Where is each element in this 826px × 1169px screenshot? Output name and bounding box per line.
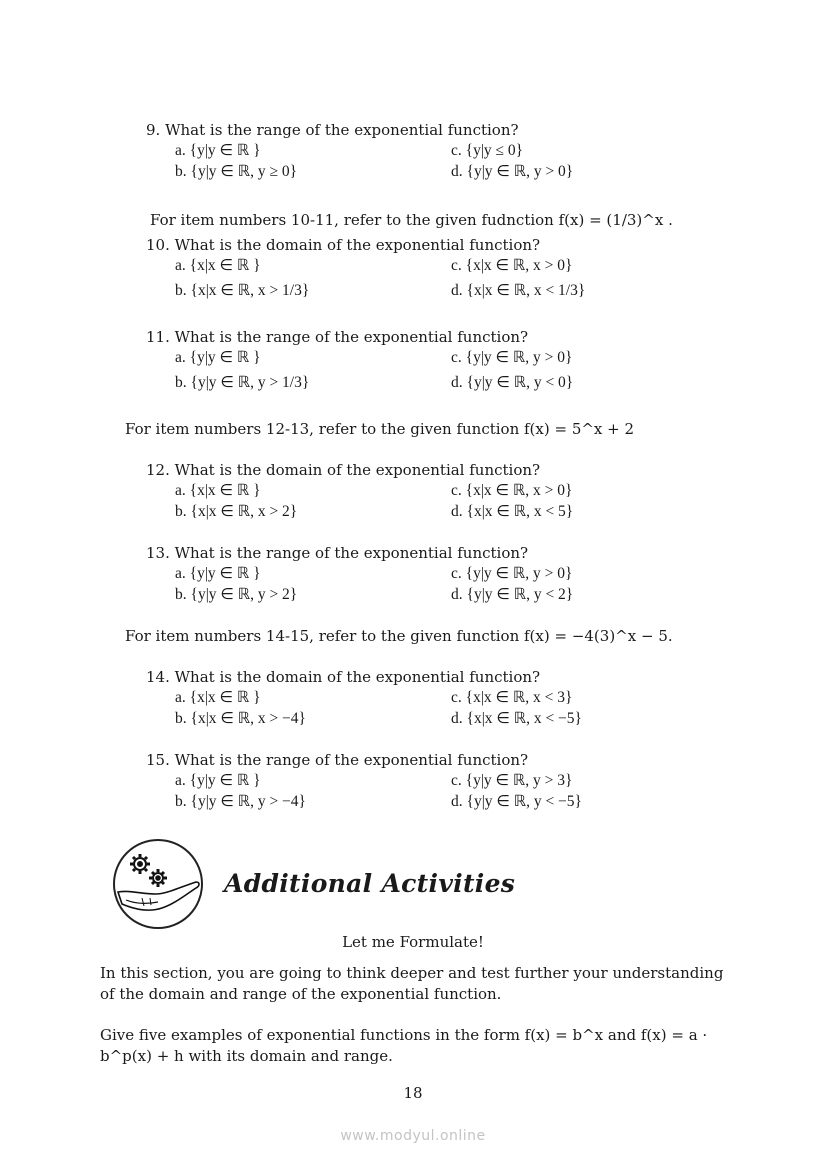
choice-11c: c. {y|y ∈ ℝ, y > 0} bbox=[451, 349, 573, 366]
question-11: 11. What is the range of the exponential function? bbox=[146, 328, 529, 346]
lead-items-14-15: For item numbers 14-15, refer to the given function f(x) = −4(3)^x − 5. bbox=[125, 627, 673, 645]
choice-10c: c. {x|x ∈ ℝ, x > 0} bbox=[451, 257, 573, 274]
lead-items-10-11: For item numbers 10-11, refer to the given fudnction f(x) = (1/3)^x . bbox=[150, 211, 673, 229]
choice-9c: c. {y|y ≤ 0} bbox=[451, 142, 524, 159]
task-paragraph: Give five examples of exponential functions in the form f(x) = b^x and f(x) = a · b^p(x) + h with its domain and range. bbox=[100, 1026, 708, 1065]
choice-15a: a. {y|y ∈ ℝ } bbox=[175, 772, 261, 789]
watermark: www.modyul.online bbox=[340, 1128, 486, 1144]
choice-15d: d. {y|y ∈ ℝ, y < −5} bbox=[451, 793, 582, 810]
choice-13a: a. {y|y ∈ ℝ } bbox=[175, 565, 261, 582]
choice-12b: b. {x|x ∈ ℝ, x > 2} bbox=[175, 503, 298, 520]
page-number: 18 bbox=[403, 1084, 423, 1102]
choice-13b: b. {y|y ∈ ℝ, y > 2} bbox=[175, 586, 298, 603]
choice-14c: c. {x|x ∈ ℝ, x < 3} bbox=[451, 689, 573, 706]
choice-11d: d. {y|y ∈ ℝ, y < 0} bbox=[451, 374, 574, 391]
section-title: Additional Activities bbox=[224, 869, 516, 898]
choice-12a: a. {x|x ∈ ℝ } bbox=[175, 482, 261, 499]
choice-9a: a. {y|y ∈ ℝ } bbox=[175, 142, 261, 159]
choice-10d: d. {x|x ∈ ℝ, x < 1/3} bbox=[451, 282, 586, 299]
choice-11b: b. {y|y ∈ ℝ, y > 1/3} bbox=[175, 374, 310, 391]
question-12: 12. What is the domain of the exponential function? bbox=[146, 461, 541, 479]
choice-13c: c. {y|y ∈ ℝ, y > 0} bbox=[451, 565, 573, 582]
question-15: 15. What is the range of the exponential function? bbox=[146, 751, 529, 769]
section-subtitle: Let me Formulate! bbox=[342, 933, 484, 951]
choice-14a: a. {x|x ∈ ℝ } bbox=[175, 689, 261, 706]
choice-10a: a. {x|x ∈ ℝ } bbox=[175, 257, 261, 274]
choice-15c: c. {y|y ∈ ℝ, y > 3} bbox=[451, 772, 573, 789]
question-10: 10. What is the domain of the exponential function? bbox=[146, 236, 541, 254]
choice-15b: b. {y|y ∈ ℝ, y > −4} bbox=[175, 793, 306, 810]
question-13: 13. What is the range of the exponential function? bbox=[146, 544, 529, 562]
choice-14b: b. {x|x ∈ ℝ, x > −4} bbox=[175, 710, 306, 727]
question-9: 9. What is the range of the exponential function? bbox=[146, 121, 519, 139]
choice-11a: a. {y|y ∈ ℝ } bbox=[175, 349, 261, 366]
choice-12d: d. {x|x ∈ ℝ, x < 5} bbox=[451, 503, 574, 520]
question-14: 14. What is the domain of the exponential function? bbox=[146, 668, 541, 686]
lead-items-12-13: For item numbers 12-13, refer to the given function f(x) = 5^x + 2 bbox=[125, 420, 635, 438]
choice-14d: d. {x|x ∈ ℝ, x < −5} bbox=[451, 710, 582, 727]
gears-hand-icon bbox=[112, 838, 204, 930]
choice-9d: d. {y|y ∈ ℝ, y > 0} bbox=[451, 163, 574, 180]
choice-12c: c. {x|x ∈ ℝ, x > 0} bbox=[451, 482, 573, 499]
instructions-paragraph: In this section, you are going to think deeper and test further your understanding of the domain and range of the exponential function. bbox=[100, 964, 724, 1003]
choice-10b: b. {x|x ∈ ℝ, x > 1/3} bbox=[175, 282, 310, 299]
choice-9b: b. {y|y ∈ ℝ, y ≥ 0} bbox=[175, 163, 298, 180]
choice-13d: d. {y|y ∈ ℝ, y < 2} bbox=[451, 586, 574, 603]
